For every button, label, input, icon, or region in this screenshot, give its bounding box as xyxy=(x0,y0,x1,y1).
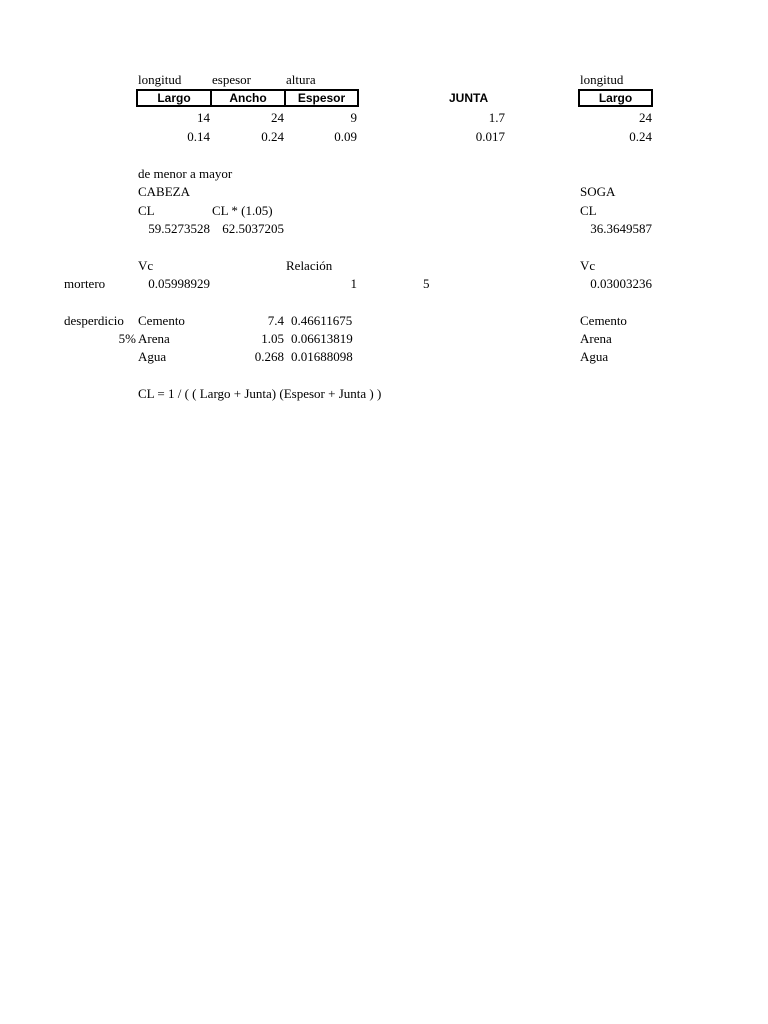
mortero-value[interactable]: 0.05998929 xyxy=(148,276,210,291)
largo-cm[interactable]: 14 xyxy=(197,110,210,125)
material-qty[interactable]: 0.268 xyxy=(254,349,284,364)
espesor-m[interactable]: 0.09 xyxy=(334,129,357,144)
cl-formula: CL = 1 / ( ( Largo + Junta) (Espesor + Junta ) ) xyxy=(138,386,382,401)
material-qty[interactable]: 7.4 xyxy=(267,313,284,328)
header-largo[interactable]: Largo xyxy=(136,89,212,107)
material-name: Cemento xyxy=(138,313,185,328)
material-name: Agua xyxy=(138,349,167,364)
largo-right-cm[interactable]: 24 xyxy=(639,110,652,125)
largo-m[interactable]: 0.14 xyxy=(187,129,210,144)
cabeza-cl-label: CL xyxy=(138,203,155,218)
relacion-label: Relación xyxy=(286,258,333,273)
vc-value-right[interactable]: 0.03003236 xyxy=(590,276,652,291)
soga-title: SOGA xyxy=(580,184,616,199)
material-vol[interactable]: 0.06613819 xyxy=(291,331,353,346)
header-largo-right[interactable]: Largo xyxy=(578,89,653,107)
header-espesor[interactable]: Espesor xyxy=(284,89,359,107)
longitud-label: longitud xyxy=(138,72,182,87)
material-vol[interactable]: 0.46611675 xyxy=(291,313,353,328)
cabeza-cl-factor-label: CL * (1.05) xyxy=(212,203,273,218)
order-note: de menor a mayor xyxy=(138,166,233,181)
vc-label-right: Vc xyxy=(580,258,596,273)
cabeza-cl-factor-value[interactable]: 62.5037205 xyxy=(222,221,284,236)
espesor-cm[interactable]: 9 xyxy=(350,110,357,125)
vc-label: Vc xyxy=(138,258,154,273)
material-name-right: Agua xyxy=(580,349,609,364)
cabeza-cl-value[interactable]: 59.5273528 xyxy=(148,221,210,236)
junta-cm[interactable]: 1.7 xyxy=(488,110,505,125)
material-qty[interactable]: 1.05 xyxy=(261,331,284,346)
material-name-right: Arena xyxy=(580,331,612,346)
desperdicio-label: desperdicio xyxy=(64,313,124,328)
largo-right-m[interactable]: 0.24 xyxy=(629,129,652,144)
relacion-value-1[interactable]: 1 xyxy=(350,276,357,291)
desperdicio-value[interactable]: 5% xyxy=(118,331,136,346)
material-name-right: Cemento xyxy=(580,313,627,328)
ancho-m[interactable]: 0.24 xyxy=(261,129,284,144)
espesor-label: espesor xyxy=(212,72,251,87)
header-ancho[interactable]: Ancho xyxy=(210,89,286,107)
altura-label: altura xyxy=(286,72,316,87)
longitud-label-right: longitud xyxy=(580,72,624,87)
soga-cl-label: CL xyxy=(580,203,597,218)
mortero-label: mortero xyxy=(64,276,106,291)
junta-m[interactable]: 0.017 xyxy=(475,129,505,144)
soga-cl-value[interactable]: 36.3649587 xyxy=(590,221,652,236)
material-name: Arena xyxy=(138,331,170,346)
ancho-cm[interactable]: 24 xyxy=(271,110,284,125)
cabeza-title: CABEZA xyxy=(138,184,190,199)
relacion-value-5[interactable]: 5 xyxy=(423,276,430,291)
material-vol[interactable]: 0.01688098 xyxy=(291,349,353,364)
header-junta[interactable]: JUNTA xyxy=(449,91,489,105)
